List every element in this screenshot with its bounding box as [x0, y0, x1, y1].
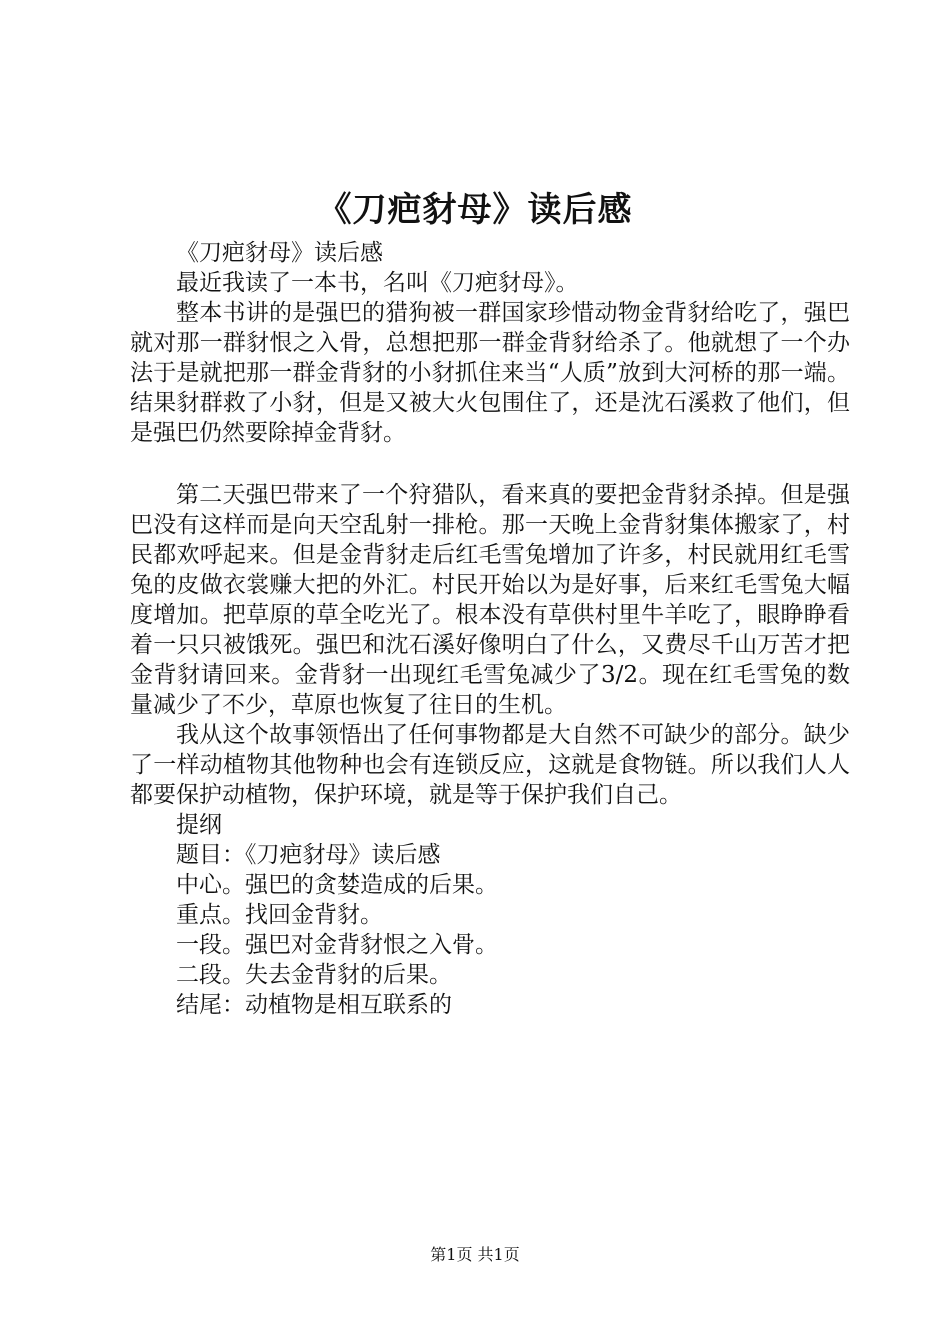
paragraph-heading-repeat: 《刀疤豺母》读后感: [176, 240, 383, 266]
paragraph-intro: 最近我读了一本书，名叫《刀疤豺母》。: [176, 270, 579, 296]
page-title: 《刀疤豺母》读后感: [317, 190, 633, 230]
paragraph-story-part-1: 整本书讲的是强巴的猎狗被一群国家珍惜动物金背豺给吃了，强巴就对那一群豺恨之入骨，总想把那一群金背豺给杀了。他就想了一个办法于是就把那一群金背豺的小豺抓住来当“人质”放到大河桥的那一端。结果豺群救了小豺，但是又被大火包围住了，还是沈石溪救了他们，但是强巴仍然要除掉金背豺。: [130, 300, 850, 446]
document-body: [130, 238, 850, 1020]
outline-item-section-2: 二段。失去金背豺的后果。: [176, 962, 452, 988]
paragraph-reflection: 我从这个故事领悟出了任何事物都是大自然不可缺少的部分。缺少了一样动植物其他物种也会有连锁反应，这就是食物链。所以我们人人都要保护动植物，保护环境，就是等于保护我们自己。: [130, 722, 850, 808]
outline-item-section-1: 一段。强巴对金背豺恨之入骨。: [176, 932, 498, 958]
paragraph-story-part-2: 第二天强巴带来了一个狩猎队，看来真的要把金背豺杀掉。但是强巴没有这样而是向天空乱射一排枪。那一天晚上金背豺集体搬家了，村民都欢呼起来。但是金背豺走后红毛雪兔增加了许多，村民就用红毛雪兔的皮做衣裳赚大把的外汇。村民开始以为是好事，后来红毛雪兔大幅度增加。把草原的草全吃光了。根本没有草供村里牛羊吃了，眼睁睁看着一只只被饿死。强巴和沈石溪好像明白了什么，又费尽千山万苦才把金背豺请回来。金背豺一出现红毛雪兔减少了3/2。现在红毛雪兔的数量减少了不少，草原也恢复了往日的生机。: [130, 482, 850, 718]
outline-item-topic: 题目：《刀疤豺母》读后感: [176, 842, 441, 868]
page-footer: 第1页 共1页: [430, 1245, 520, 1264]
outline-heading: 提纲: [176, 812, 222, 838]
outline-item-focus: 重点。找回金背豺。: [176, 902, 383, 928]
outline-item-ending: 结尾：动植物是相互联系的: [176, 992, 452, 1018]
outline-item-center: 中心。强巴的贪婪造成的后果。: [176, 872, 498, 898]
